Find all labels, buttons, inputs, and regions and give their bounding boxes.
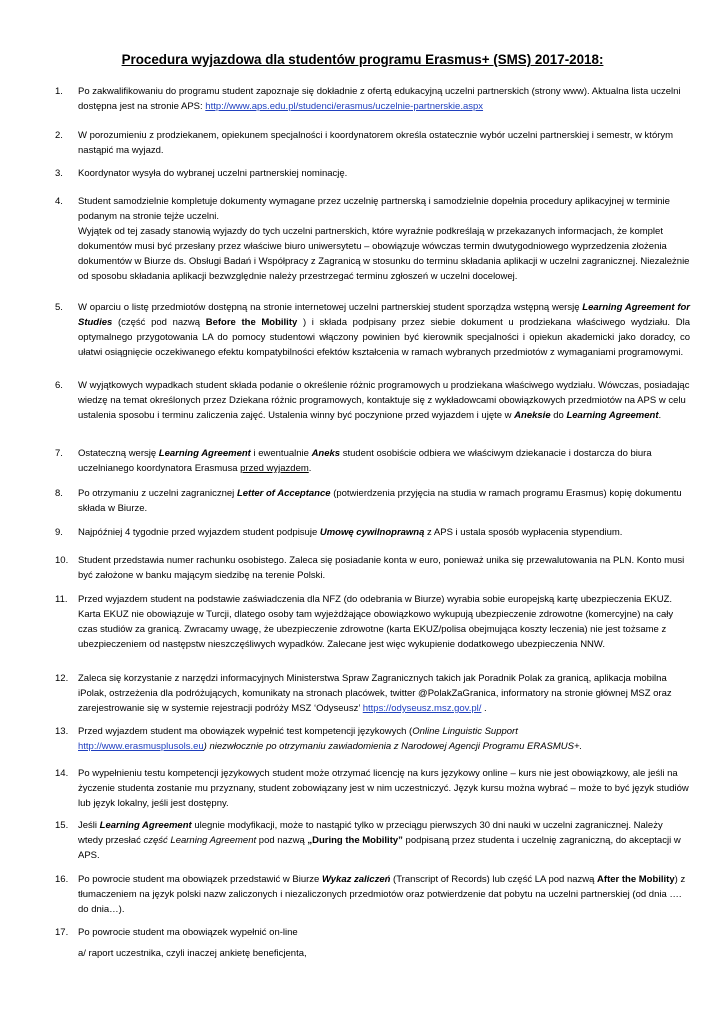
item-text: Po zakwalifikowaniu do programu student zapoznaje się dokładnie z ofertą edukacyjną uczelni partnerskich (strony www). Aktualna lista uczelni dostępna jest na stronie APS:: [78, 86, 681, 112]
underlined-text: przed wyjazdem: [240, 463, 309, 474]
item-text: ulegnie modyfikacji, może to nastąpić tylko w przeciągu pierwszych 30 dni nauki w uczelni zagranicznej. Należy wtedy przesłać: [78, 820, 663, 846]
item-text: Zaleca się korzystanie z narzędzi informacyjnych Ministerstwa Spraw Zagranicznych takich jak Poradnik Polak za granicą, aplikacja mobilna iPolak, ostrzeżenia dla podróżujących, komunikaty na stronach placówek, twitter @PolakZaGranica, informatory na stronie głównej MSZ oraz zarejestrowanie się w systemie rejestracji podróży MSZ ‘Odyseusz’: [78, 673, 672, 714]
item-text: Po otrzymaniu z uczelni zagranicznej: [78, 488, 237, 499]
item-text: W oparciu o listę przedmiotów dostępną na stronie internetowej uczelni partnerskiej student sporządza wstępną wersję: [78, 302, 583, 313]
item-number: 6.: [55, 380, 63, 391]
emphasis: Online Linguistic Support: [412, 726, 518, 737]
item-text: Najpóźniej 4 tygodnie przed wyjazdem student podpisuje: [78, 527, 320, 538]
item-text: i ewentualnie: [250, 448, 312, 459]
emphasis: Learning Agreement for Studies: [78, 302, 690, 328]
emphasis: Aneks: [311, 448, 341, 459]
item-text: Koordynator wysyła do wybranej uczelni partnerskiej nominację.: [78, 168, 348, 179]
item-text: W wyjątkowych wypadkach student składa podanie o określenie różnic programowych u prodziekana właściwego wydziału. Wówczas, posiadając wiedzę na temat określonych przez Dziekana różnic programowych, kontaktuje się z wykładowcami obowiązkowych przedmiotów na APS w celu ustalenia sposobu i terminu zaliczenia zajęć. Ustalenia winny być poczynione przed wyjazdem i ujęte w: [78, 380, 690, 421]
item-number: 17.: [55, 927, 69, 938]
item-number: 2.: [55, 130, 63, 141]
emphasis: Learning Agreement: [566, 410, 659, 421]
item-text: Po powrocie student ma obowiązek przedstawić w Biurze: [78, 874, 322, 885]
item-text: Jeśli: [78, 820, 100, 831]
item-text: .: [658, 410, 662, 421]
emphasis: Learning Agreement: [99, 820, 192, 831]
item-text: .: [308, 463, 312, 474]
item-text: (Transcript of Records) lub część LA pod nazwą: [390, 874, 598, 885]
item-number: 9.: [55, 527, 63, 538]
emphasis: Learning Agreement: [158, 448, 251, 459]
aps-partner-universities-link[interactable]: http://www.aps.edu.pl/studenci/erasmus/uczelnie-partnerskie.aspx: [205, 101, 484, 112]
emphasis: Umowę cywilnoprawną: [319, 527, 425, 538]
item-text: podpisaną przez studenta i uczelnię zagraniczną, do akceptacji w APS.: [78, 835, 681, 861]
item-text-exception: Wyjątek od tej zasady stanowią wyjazdy do tych uczelni partnerskich, które wyraźnie podkreślają w przekazanych informacjach, że komplet dokumentów musi być przesłany przez właściwe biuro uniwersytetu – obowiązuje wówczas termin dwutygodniowego wyprzedzenia złożenia dokumentów w Biurze ds. Obsługi Badań i Współpracy z Zagranicą w stosunku do terminu składania aplikacji w uczelni zagranicznej. Niezależnie od sposobu składania aplikacji bezwzględnie należy przestrzegać terminu zgłoszeń w uczelni docelowej.: [78, 226, 690, 282]
item-text: z APS i ustala sposób wypłacenia stypendium.: [424, 527, 623, 538]
sub-item: a/ raport uczestnika, czyli inaczej ankietę beneficjenta,: [78, 948, 307, 959]
item-text: do: [550, 410, 567, 421]
item-number: 10.: [55, 555, 69, 566]
item-number: 3.: [55, 168, 63, 179]
item-text: Po wypełnieniu testu kompetencji językowych student może otrzymać licencję na kurs językowy online – kurs nie jest obowiązkowy, ale jeśli na życzenie studenta zostanie mu przyznany, student zobowiązany jest w nim uczestniczyć. Język kursu można wybrać – może to być język studiów lub język lokalny, jeśli jest dostępny.: [78, 768, 689, 809]
emphasis: Letter of Acceptance: [236, 488, 331, 499]
item-text: (potwierdzenia przyjęcia na studia w ramach programu Erasmus) kopię dokumentu składa w Biurze.: [78, 488, 682, 514]
item-text: (część pod nazwą: [112, 317, 206, 328]
emphasis: After the Mobility: [597, 874, 675, 885]
item-number: 16.: [55, 874, 69, 885]
page-title: Procedura wyjazdowa dla studentów programu Erasmus+ (SMS) 2017-2018:: [121, 52, 604, 67]
item-text: Student przedstawia numer rachunku osobistego. Zaleca się posiadanie konta w euro, ponieważ unika się przewalutowania na PLN. Konto musi być założone w banku mającym siedzibę na terenie Polski.: [78, 555, 685, 581]
item-number: 1.: [55, 86, 63, 97]
item-text: ) niezwłocznie po otrzymaniu zawiadomienia z Narodowej Agencji Programu ERASMUS+.: [203, 741, 583, 752]
item-number: 12.: [55, 673, 69, 684]
odyseusz-link[interactable]: https://odyseusz.msz.gov.pl/: [362, 703, 482, 714]
item-text: Student samodzielnie kompletuje dokumenty wymagane przez uczelnię partnerską i samodzielnie dopełnia procedury aplikacyjnej w terminie podanym na stronie tejże uczelni.: [78, 196, 670, 222]
item-number: 4.: [55, 196, 63, 207]
item-number: 13.: [55, 726, 69, 737]
emphasis: „During the Mobility”: [307, 835, 403, 846]
emphasis: Before the Mobility: [205, 317, 298, 328]
emphasis: Aneksie: [514, 410, 551, 421]
item-number: 8.: [55, 488, 63, 499]
item-number: 15.: [55, 820, 69, 831]
item-text: Ostateczną wersję: [78, 448, 159, 459]
item-text: .: [481, 703, 487, 714]
item-text: ) i składa podpisany przez siebie dokument u prodziekana właściwego wydziału. Dla optymalnego przygotowania LA do pomocy studentowi włączony powinien być kierownik specjalności i opiekun akademicki jako doradcy, co ułatwi osiągnięcie oczekiwanego efektu kompatybilności efektów kształcenia w ramach wybranych przedmiotów z wymaganiami programowymi.: [78, 317, 690, 358]
item-number: 5.: [55, 302, 63, 313]
emphasis: Wykaz zaliczeń: [321, 874, 391, 885]
item-text: ) z tłumaczeniem na język polski nazw zaliczonych i niezaliczonych przedmiotów oraz potwierdzenie dat pobytu na uczelni partnerskiej (od dnia …. do dnia…).: [78, 874, 686, 915]
item-text: Po powrocie student ma obowiązek wypełnić on-line: [78, 927, 298, 938]
item-text: W porozumieniu z prodziekanem, opiekunem specjalności i koordynatorem określa ostatecznie wybór uczelni partnerskiej i semestr, w którym nastąpić ma wyjazd.: [78, 130, 674, 156]
ols-link[interactable]: http://www.erasmusplusols.eu: [78, 741, 204, 752]
item-number: 14.: [55, 768, 69, 779]
emphasis: część Learning Agreement: [143, 835, 257, 846]
item-text: pod nazwą: [256, 835, 308, 846]
item-text: Przed wyjazdem student ma obowiązek wypełnić test kompetencji językowych (: [78, 726, 413, 737]
item-text: Przed wyjazdem student na podstawie zaświadczenia dla NFZ (do odebrania w Biurze) wyrabia sobie europejską kartę ubezpieczenia EKUZ. Karta EKUZ nie obowiązuje w Turcji, dlatego osoby tam wyjeżdżające obowiązkowo wykupują ubezpieczenie zdrowotne (komercyjne) na cały czas studiów za granicą. Zwracamy uwagę, że ubezpieczenie zdrowotne (karta EKUZ/polisa obejmująca koszty leczenia) nie jest tożsame z ubezpieczeniem od następstw nieszczęśliwych wypadków. Zalecane jest więc wykupienie dodatkowego ubezpieczenia NNW.: [78, 594, 674, 650]
item-text: student osobiście odbiera we właściwym dziekanacie i dostarcza do biura uczelnianego koordynatora Erasmusa: [78, 448, 652, 474]
item-number: 7.: [55, 448, 63, 459]
item-number: 11.: [55, 594, 68, 605]
